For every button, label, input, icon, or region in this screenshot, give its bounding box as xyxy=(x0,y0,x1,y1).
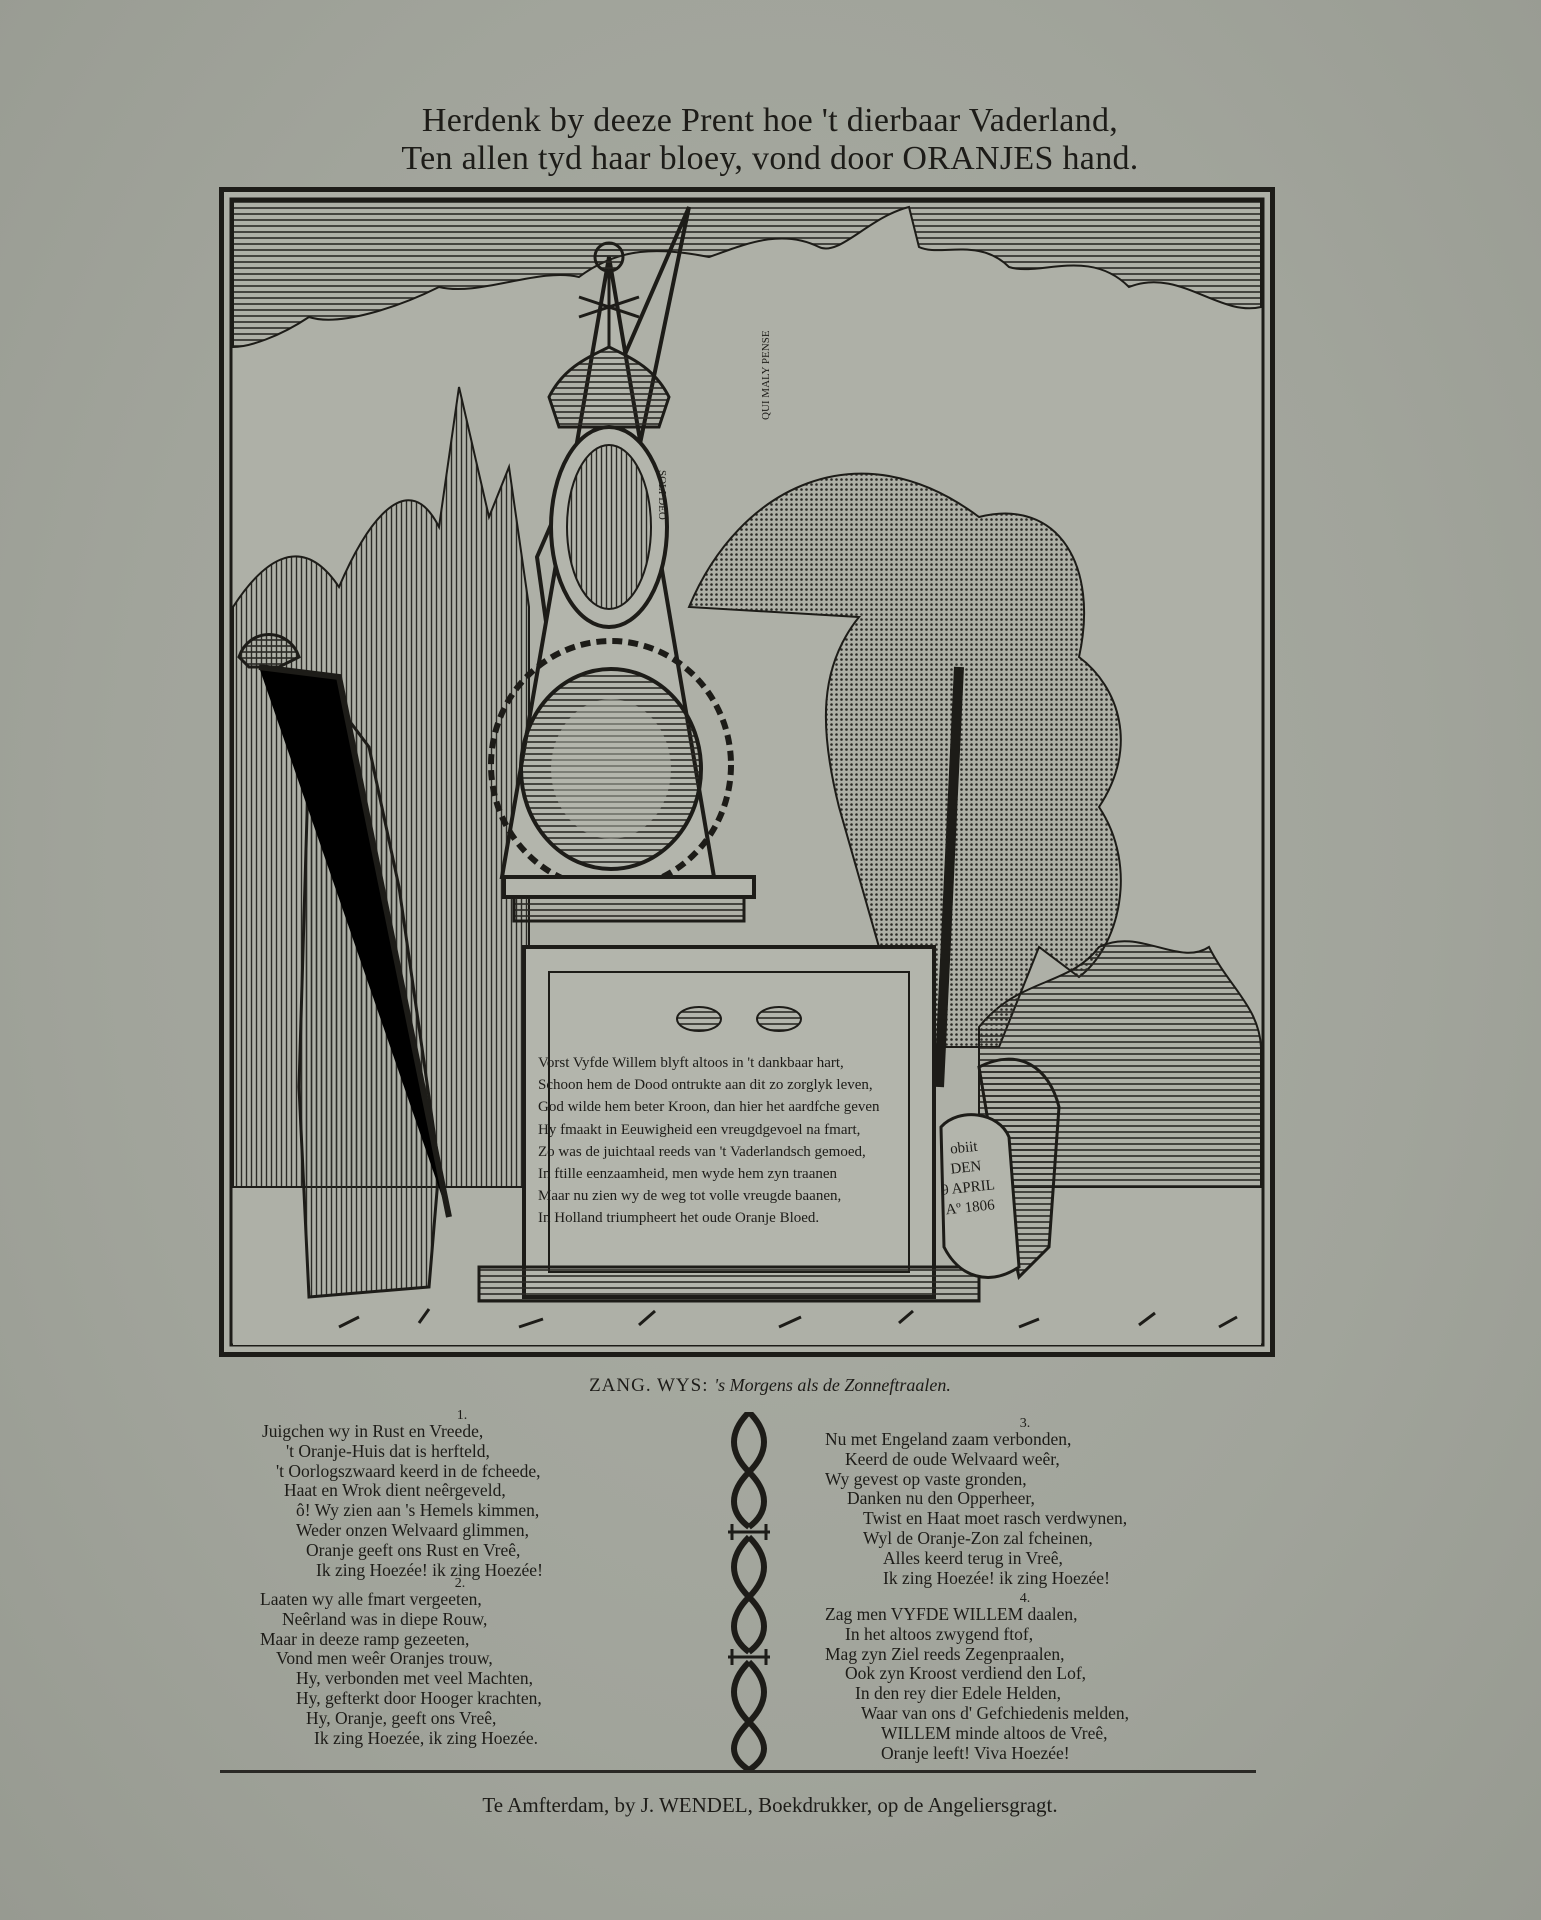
verse-line: Waar van ons d' Gefchiedenis melden, xyxy=(861,1702,1130,1723)
verse-number: 1. xyxy=(456,1408,468,1423)
verse-line: 't Oranje-Huis dat is herfteld, xyxy=(286,1440,490,1461)
verse-line: Wy gevest op vaste gronden, xyxy=(825,1468,1027,1489)
verse-4 xyxy=(825,1593,1225,1763)
verse-line: Keerd de oude Welvaard weêr, xyxy=(845,1448,1060,1469)
verse-line: Mag zyn Ziel reeds Zegenpraalen, xyxy=(825,1643,1065,1664)
verse-line: Weder onzen Welvaard glimmen, xyxy=(296,1519,530,1540)
tune-indication xyxy=(250,1375,1290,1397)
verse-line: Hy, verbonden met veel Machten, xyxy=(296,1668,533,1689)
verse-line: Wyl de Oranje-Zon zal fcheinen, xyxy=(863,1527,1093,1548)
printer-imprint: Te Amfterdam, by J. WENDEL, Boekdrukker, op de Angeliersgragt. xyxy=(482,1793,1058,1817)
verse-number: 3. xyxy=(1019,1416,1031,1431)
verse-3 xyxy=(825,1418,1225,1588)
verse-line: Hy, gefterkt door Hooger krachten, xyxy=(296,1687,542,1708)
verse-2 xyxy=(260,1578,660,1748)
garter-motto-right: QUI MALY PENSE xyxy=(760,330,772,420)
verse-line: Oranje geeft ons Rust en Vreê, xyxy=(306,1539,521,1560)
inscription-line: Zo was de juichtaal reeds van 't Vaderlandsch gemoed, xyxy=(538,1143,866,1160)
verse-line: Zag men VYFDE WILLEM daalen, xyxy=(825,1604,1078,1624)
verse-line: Ik zing Hoezée! ik zing Hoezée! xyxy=(316,1559,543,1580)
inscription-line: In ftille eenzaamheid, men wyde hem zyn traanen xyxy=(538,1166,838,1183)
inscription-line: Vorst Vyfde Willem blyft altoos in 't dankbaar hart, xyxy=(538,1055,844,1071)
inscription-line: Hy fmaakt in Eeuwigheid een vreugdgevoel na fmart, xyxy=(538,1121,861,1138)
verse-line: Twist en Haat moet rasch verdwynen, xyxy=(863,1508,1128,1529)
verse-line: Juigchen wy in Rust en Vreede, xyxy=(262,1421,484,1441)
column-divider-ornament xyxy=(724,1412,774,1770)
verse-line: Ik zing Hoezée! ik zing Hoezée! xyxy=(883,1567,1110,1588)
header-line-1: Herdenk by deeze Prent hoe 't dierbaar Vaderland, xyxy=(421,102,1119,139)
inscription-line: Maar nu zien wy de weg tot volle vreugde baanen, xyxy=(538,1188,842,1205)
verse-line: Ook zyn Kroost verdiend den Lof, xyxy=(845,1663,1087,1684)
verse-line: Maar in deeze ramp gezeeten, xyxy=(260,1628,470,1649)
verse-line: 't Oorlogszwaard keerd in de fcheede, xyxy=(276,1460,541,1481)
verse-line: Alles keerd terug in Vreê, xyxy=(883,1547,1063,1568)
pedestal-inscription xyxy=(538,1052,938,1230)
obiit-line: obiit xyxy=(949,1138,979,1158)
verse-line: Vond men weêr Oranjes trouw, xyxy=(276,1648,493,1669)
imprint-rule xyxy=(220,1770,1256,1773)
verse-line: Danken nu den Opperheer, xyxy=(847,1488,1035,1509)
verse-line: Oranje leeft! Viva Hoezée! xyxy=(881,1742,1070,1763)
obiit-line: Aº 1806 xyxy=(944,1197,996,1219)
verse-line: Laaten wy alle fmart vergeeten, xyxy=(260,1589,482,1609)
verse-line: In het altoos zwygend ftof, xyxy=(845,1623,1034,1644)
inscription-line: Schoon hem de Dood ontrukte aan dit zo zorglyk leven, xyxy=(538,1077,873,1094)
verse-line: ô! Wy zien aan 's Hemels kimmen, xyxy=(296,1500,540,1521)
obiit-line: DEN xyxy=(949,1158,983,1178)
air-tune: 's Morgens als de Zonneftraalen. xyxy=(714,1375,951,1395)
verse-line: Hy, Oranje, geeft ons Vreê, xyxy=(306,1707,497,1728)
obiit-shield-text xyxy=(928,1135,1006,1222)
verse-line: In den rey dier Edele Helden, xyxy=(855,1683,1062,1704)
verse-line: Neêrland was in diepe Rouw, xyxy=(282,1608,488,1629)
header-line-2: Ten allen tyd haar bloey, vond door ORANJES hand. xyxy=(401,140,1139,177)
obiit-line: 9 APRIL xyxy=(940,1177,996,1199)
inscription-line: In Holland triumpheert het oude Oranje Bloed. xyxy=(538,1210,820,1227)
verse-1 xyxy=(262,1410,662,1580)
verse-line: Ik zing Hoezée, ik zing Hoezée. xyxy=(314,1727,538,1748)
verse-line: Haat en Wrok dient neêrgeveld, xyxy=(284,1480,506,1501)
verse-line: WILLEM minde altoos de Vreê, xyxy=(881,1722,1108,1743)
verse-line: Nu met Engeland zaam verbonden, xyxy=(825,1429,1072,1449)
verse-number: 4. xyxy=(1019,1591,1031,1606)
verse-number: 2. xyxy=(454,1576,466,1591)
garter-motto-left: SOLI DEO xyxy=(656,470,668,520)
inscription-line: God wilde hem beter Kroon, dan hier het aardfche geven xyxy=(538,1099,880,1116)
air-label: ZANG. WYS: xyxy=(589,1375,709,1396)
